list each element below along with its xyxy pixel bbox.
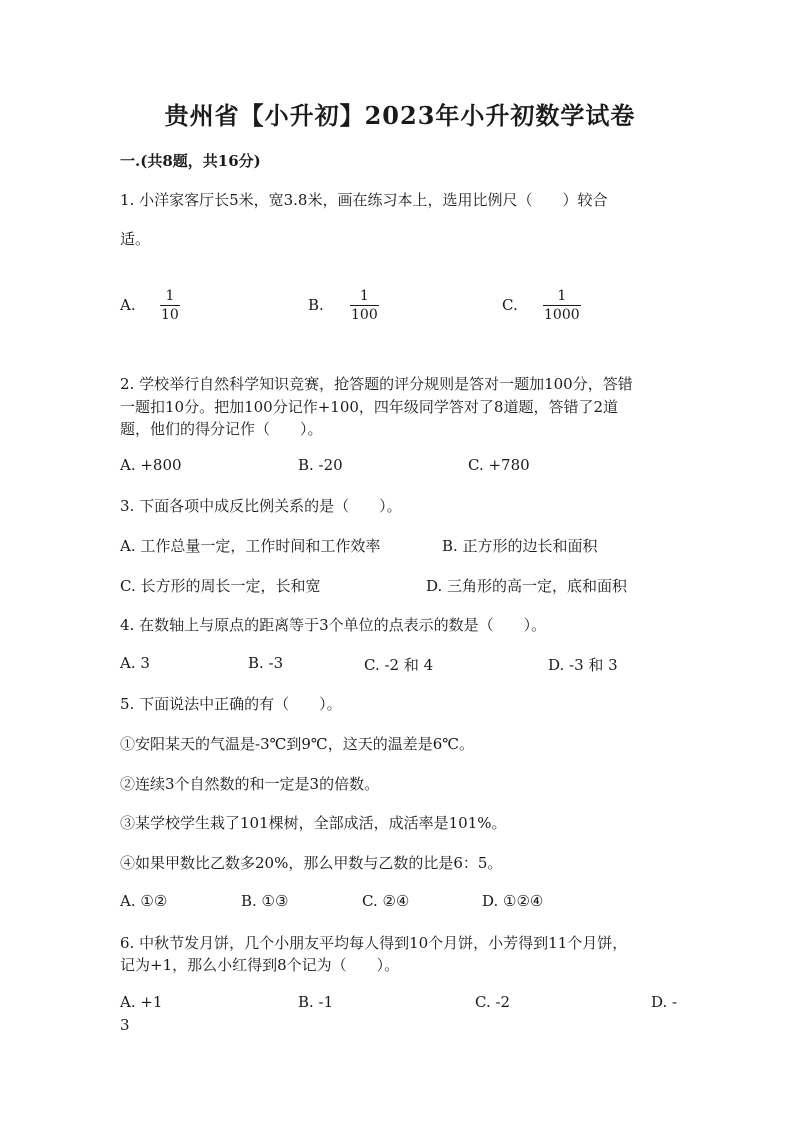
question-1-text-cont: 适。 [120, 230, 151, 248]
q1-option-c-label[interactable]: C. [502, 296, 518, 314]
q3-option-a[interactable]: A. 工作总量一定，工作时间和工作效率 [120, 537, 381, 555]
q4-option-d[interactable]: D. -3 和 3 [548, 656, 618, 674]
question-4-text: 4. 在数轴上与原点的距离等于3个单位的点表示的数是（ ）。 [120, 616, 547, 634]
question-5-text: 5. 下面说法中正确的有（ ）。 [120, 695, 342, 713]
fraction-bar [350, 305, 379, 306]
fraction-denominator: 100 [351, 307, 378, 323]
q6-option-a[interactable]: A. +1 [120, 993, 163, 1011]
q4-option-b[interactable]: B. -3 [248, 654, 284, 672]
q2-option-a[interactable]: A. +800 [120, 456, 182, 474]
question-1-text: 1. 小洋家客厅长5米，宽3.8米，画在练习本上，选用比例尺（ ）较合 [120, 191, 608, 209]
question-6-text: 6. 中秋节发月饼，几个小朋友平均每人得到10个月饼，小芳得到11个月饼， [120, 934, 628, 952]
q5-option-d[interactable]: D. ①②④ [482, 892, 544, 910]
question-3-text: 3. 下面各项中成反比例关系的是（ ）。 [120, 497, 402, 515]
fraction-numerator: 1 [557, 288, 567, 304]
q4-option-a[interactable]: A. 3 [120, 654, 150, 672]
section-heading: 一.(共8题，共16分) [120, 152, 261, 170]
question-2-text-cont2: 题，他们的得分记作（ ）。 [120, 420, 323, 438]
q5-statement-3: ③某学校学生栽了101棵树，全部成活，成活率是101%。 [120, 814, 507, 832]
q2-option-c[interactable]: C. +780 [468, 456, 530, 474]
q3-option-c[interactable]: C. 长方形的周长一定，长和宽 [120, 577, 321, 595]
question-2-text: 2. 学校举行自然科学知识竞赛，抢答题的评分规则是答对一题加100分，答错 [120, 375, 633, 393]
q1-option-b-label[interactable]: B. [308, 296, 324, 314]
question-6-text-cont: 记为+1，那么小红得到8个记为（ ）。 [120, 956, 400, 974]
q6-option-d[interactable]: D. - [651, 993, 678, 1011]
q5-statement-2: ②连续3个自然数的和一定是3的倍数。 [120, 775, 380, 793]
q2-option-b[interactable]: B. -20 [298, 456, 343, 474]
question-2-text-cont: 一题扣10分。把加100分记作+100，四年级同学答对了8道题，答错了2道 [120, 398, 619, 416]
q6-option-c[interactable]: C. -2 [475, 993, 511, 1011]
q6-option-d-wrap: 3 [120, 1016, 130, 1034]
q5-option-a[interactable]: A. ①② [120, 892, 168, 910]
q3-option-b[interactable]: B. 正方形的边长和面积 [442, 537, 598, 555]
q5-statement-4: ④如果甲数比乙数多20%，那么甲数与乙数的比是6：5。 [120, 854, 503, 872]
q6-option-b[interactable]: B. -1 [298, 993, 334, 1011]
page-title: 贵州省【小升初】2023年小升初数学试卷 [164, 101, 636, 130]
fraction-numerator: 1 [359, 288, 369, 304]
q1-option-a-fraction[interactable] [160, 288, 180, 323]
fraction-numerator: 1 [165, 288, 175, 304]
q4-option-c[interactable]: C. -2 和 4 [364, 656, 434, 674]
q5-statement-1: ①安阳某天的气温是-3℃到9℃，这天的温差是6℃。 [120, 735, 475, 753]
fraction-bar [543, 305, 581, 306]
q3-option-d[interactable]: D. 三角形的高一定，底和面积 [426, 577, 628, 595]
q1-option-c-fraction[interactable] [543, 288, 581, 323]
q1-option-a-label[interactable]: A. [120, 296, 136, 314]
fraction-bar [160, 305, 180, 306]
fraction-denominator: 1000 [544, 307, 580, 323]
q5-option-c[interactable]: C. ②④ [362, 892, 410, 910]
q5-option-b[interactable]: B. ①③ [241, 892, 289, 910]
fraction-denominator: 10 [161, 307, 179, 323]
q1-option-b-fraction[interactable] [350, 288, 379, 323]
